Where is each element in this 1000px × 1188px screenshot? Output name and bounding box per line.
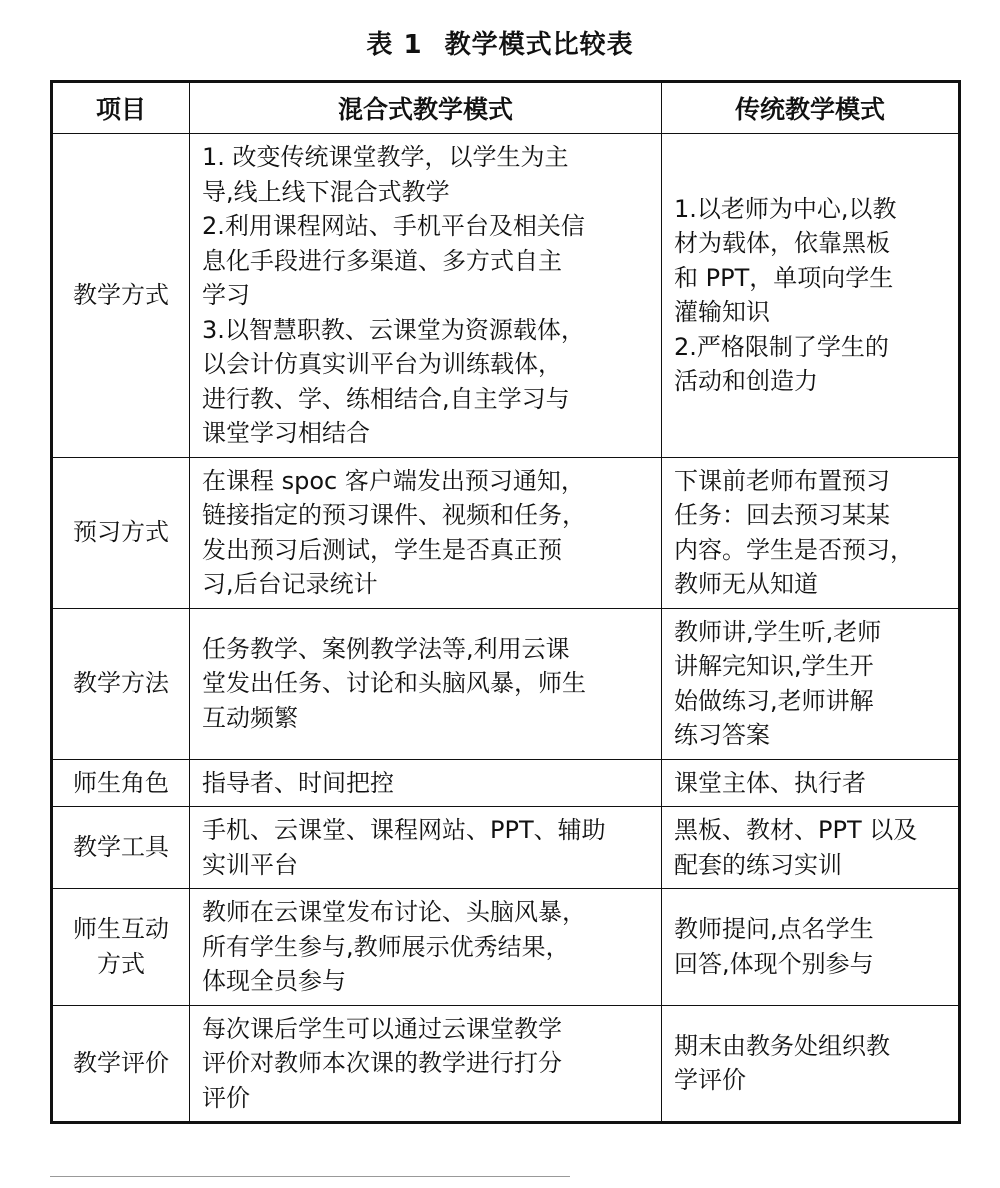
traditional-cell [662, 889, 960, 1006]
cell-text-line: 1.以老师为中心,以教 [674, 194, 897, 223]
cell-text-line: 体现全员参与 [202, 967, 346, 995]
cell-text-line: 评价 [202, 1083, 250, 1112]
table-caption [0, 24, 1000, 61]
cell-text-line: 配套的练习实训 [674, 850, 842, 879]
cell-text-line: 和 PPT，单项向学生 [674, 263, 894, 292]
footer-divider [50, 1176, 570, 1177]
cell-text-line: 互动频繁 [202, 703, 298, 732]
table-row [52, 457, 960, 608]
header-blended: 混合式教学模式 [190, 82, 662, 134]
blended-cell [190, 759, 662, 807]
cell-text-line: 2.利用课程网站、手机平台及相关信 [202, 212, 585, 240]
row-item-cell [52, 134, 190, 458]
cell-text-line: 任务教学、案例教学法等,利用云课 [202, 634, 570, 663]
cell-text-line: 课堂主体、执行者 [674, 768, 866, 797]
cell-text-line: 下课前老师布置预习 [674, 466, 890, 495]
table-row [52, 759, 960, 807]
table-body [52, 134, 960, 1123]
cell-text-line: 评价对教师本次课的教学进行打分 [202, 1049, 562, 1077]
comparison-table [50, 80, 961, 1124]
blended-cell [190, 608, 662, 759]
cell-text-line: 期末由教务处组织教 [674, 1031, 890, 1060]
row-item-cell [52, 608, 190, 759]
row-item-label: 方式 [97, 949, 145, 978]
blended-cell [190, 457, 662, 608]
cell-text-line: 3.以智慧职教、云课堂为资源载体， [202, 315, 585, 344]
traditional-cell [662, 807, 960, 889]
cell-text-line: 以会计仿真实训平台为训练载体， [202, 350, 562, 378]
cell-text-line: 教师在云课堂发布讨论、头脑风暴， [202, 898, 586, 926]
cell-text-line: 教师讲,学生听,老师 [674, 617, 882, 646]
cell-text-line: 实训平台 [202, 850, 298, 879]
cell-text-line: 导,线上线下混合式教学 [202, 177, 450, 206]
cell-text-line: 手机、云课堂、课程网站、PPT、辅助 [202, 816, 606, 844]
row-item-label: 预习方式 [73, 518, 169, 547]
cell-text-line: 黑板、教材、PPT 以及 [674, 816, 918, 844]
table-row [52, 807, 960, 889]
cell-text-line: 任务：回去预习某某 [674, 501, 890, 529]
cell-text-line: 课堂学习相结合 [202, 419, 370, 447]
blended-cell [190, 1005, 662, 1123]
traditional-cell [662, 457, 960, 608]
row-item-cell [52, 807, 190, 889]
cell-text-line: 在课程 spoc 客户端发出预习通知， [202, 466, 585, 495]
row-item-label: 师生角色 [73, 768, 169, 797]
cell-text-line: 所有学生参与,教师展示优秀结果， [202, 932, 570, 961]
cell-text-line: 灌输知识 [674, 298, 770, 327]
row-item-label: 教学方式 [73, 281, 169, 309]
table-header-row [52, 82, 960, 134]
cell-text-line: 堂发出任务、讨论和头脑风暴，师生 [202, 669, 586, 698]
cell-text-line: 讲解完知识,学生开 [674, 652, 874, 680]
traditional-cell [662, 1005, 960, 1123]
header-traditional: 传统教学模式 [662, 82, 960, 134]
traditional-cell [662, 608, 960, 759]
row-item-label: 教学评价 [73, 1049, 169, 1077]
table-row [52, 889, 960, 1006]
cell-text-line: 息化手段进行多渠道、多方式自主 [202, 246, 562, 275]
row-item-label: 教学方法 [73, 669, 169, 698]
comparison-table-container [50, 80, 958, 1124]
cell-text-line: 回答,体现个别参与 [674, 949, 874, 978]
row-item-label: 教学工具 [73, 833, 169, 862]
cell-text-line: 材为载体，依靠黑板 [674, 229, 890, 258]
table-row [52, 608, 960, 759]
header-item: 项目 [52, 82, 190, 134]
cell-text-line: 内容。学生是否预习， [674, 535, 914, 564]
row-item-cell [52, 1005, 190, 1123]
cell-text-line: 进行教、学、练相结合,自主学习与 [202, 384, 570, 413]
blended-cell [190, 807, 662, 889]
cell-text-line: 教师无从知道 [674, 570, 818, 598]
cell-text-line: 每次课后学生可以通过云课堂教学 [202, 1014, 562, 1043]
cell-text-line: 链接指定的预习课件、视频和任务， [202, 501, 586, 529]
table-title: 教学模式比较表 [444, 30, 634, 60]
cell-text-line: 活动和创造力 [674, 367, 818, 396]
table-number: 表 1 [366, 30, 423, 60]
table-row [52, 1005, 960, 1123]
traditional-cell [662, 759, 960, 807]
row-item-label: 师生互动 [73, 915, 169, 944]
row-item-cell [52, 457, 190, 608]
cell-text-line: 发出预习后测试，学生是否真正预 [202, 535, 562, 564]
cell-text-line: 始做练习,老师讲解 [674, 686, 874, 715]
cell-text-line: 2.严格限制了学生的 [674, 332, 889, 361]
cell-text-line: 学评价 [674, 1066, 746, 1095]
traditional-cell [662, 134, 960, 458]
blended-cell [190, 134, 662, 458]
cell-text-line: 1. 改变传统课堂教学，以学生为主 [202, 143, 569, 171]
blended-cell [190, 889, 662, 1006]
cell-text-line: 指导者、时间把控 [202, 768, 394, 797]
row-item-cell [52, 889, 190, 1006]
row-item-cell [52, 759, 190, 807]
table-row [52, 134, 960, 458]
cell-text-line: 练习答案 [674, 721, 770, 749]
cell-text-line: 学习 [202, 281, 250, 309]
cell-text-line: 习,后台记录统计 [202, 570, 378, 598]
cell-text-line: 教师提问,点名学生 [674, 915, 874, 944]
